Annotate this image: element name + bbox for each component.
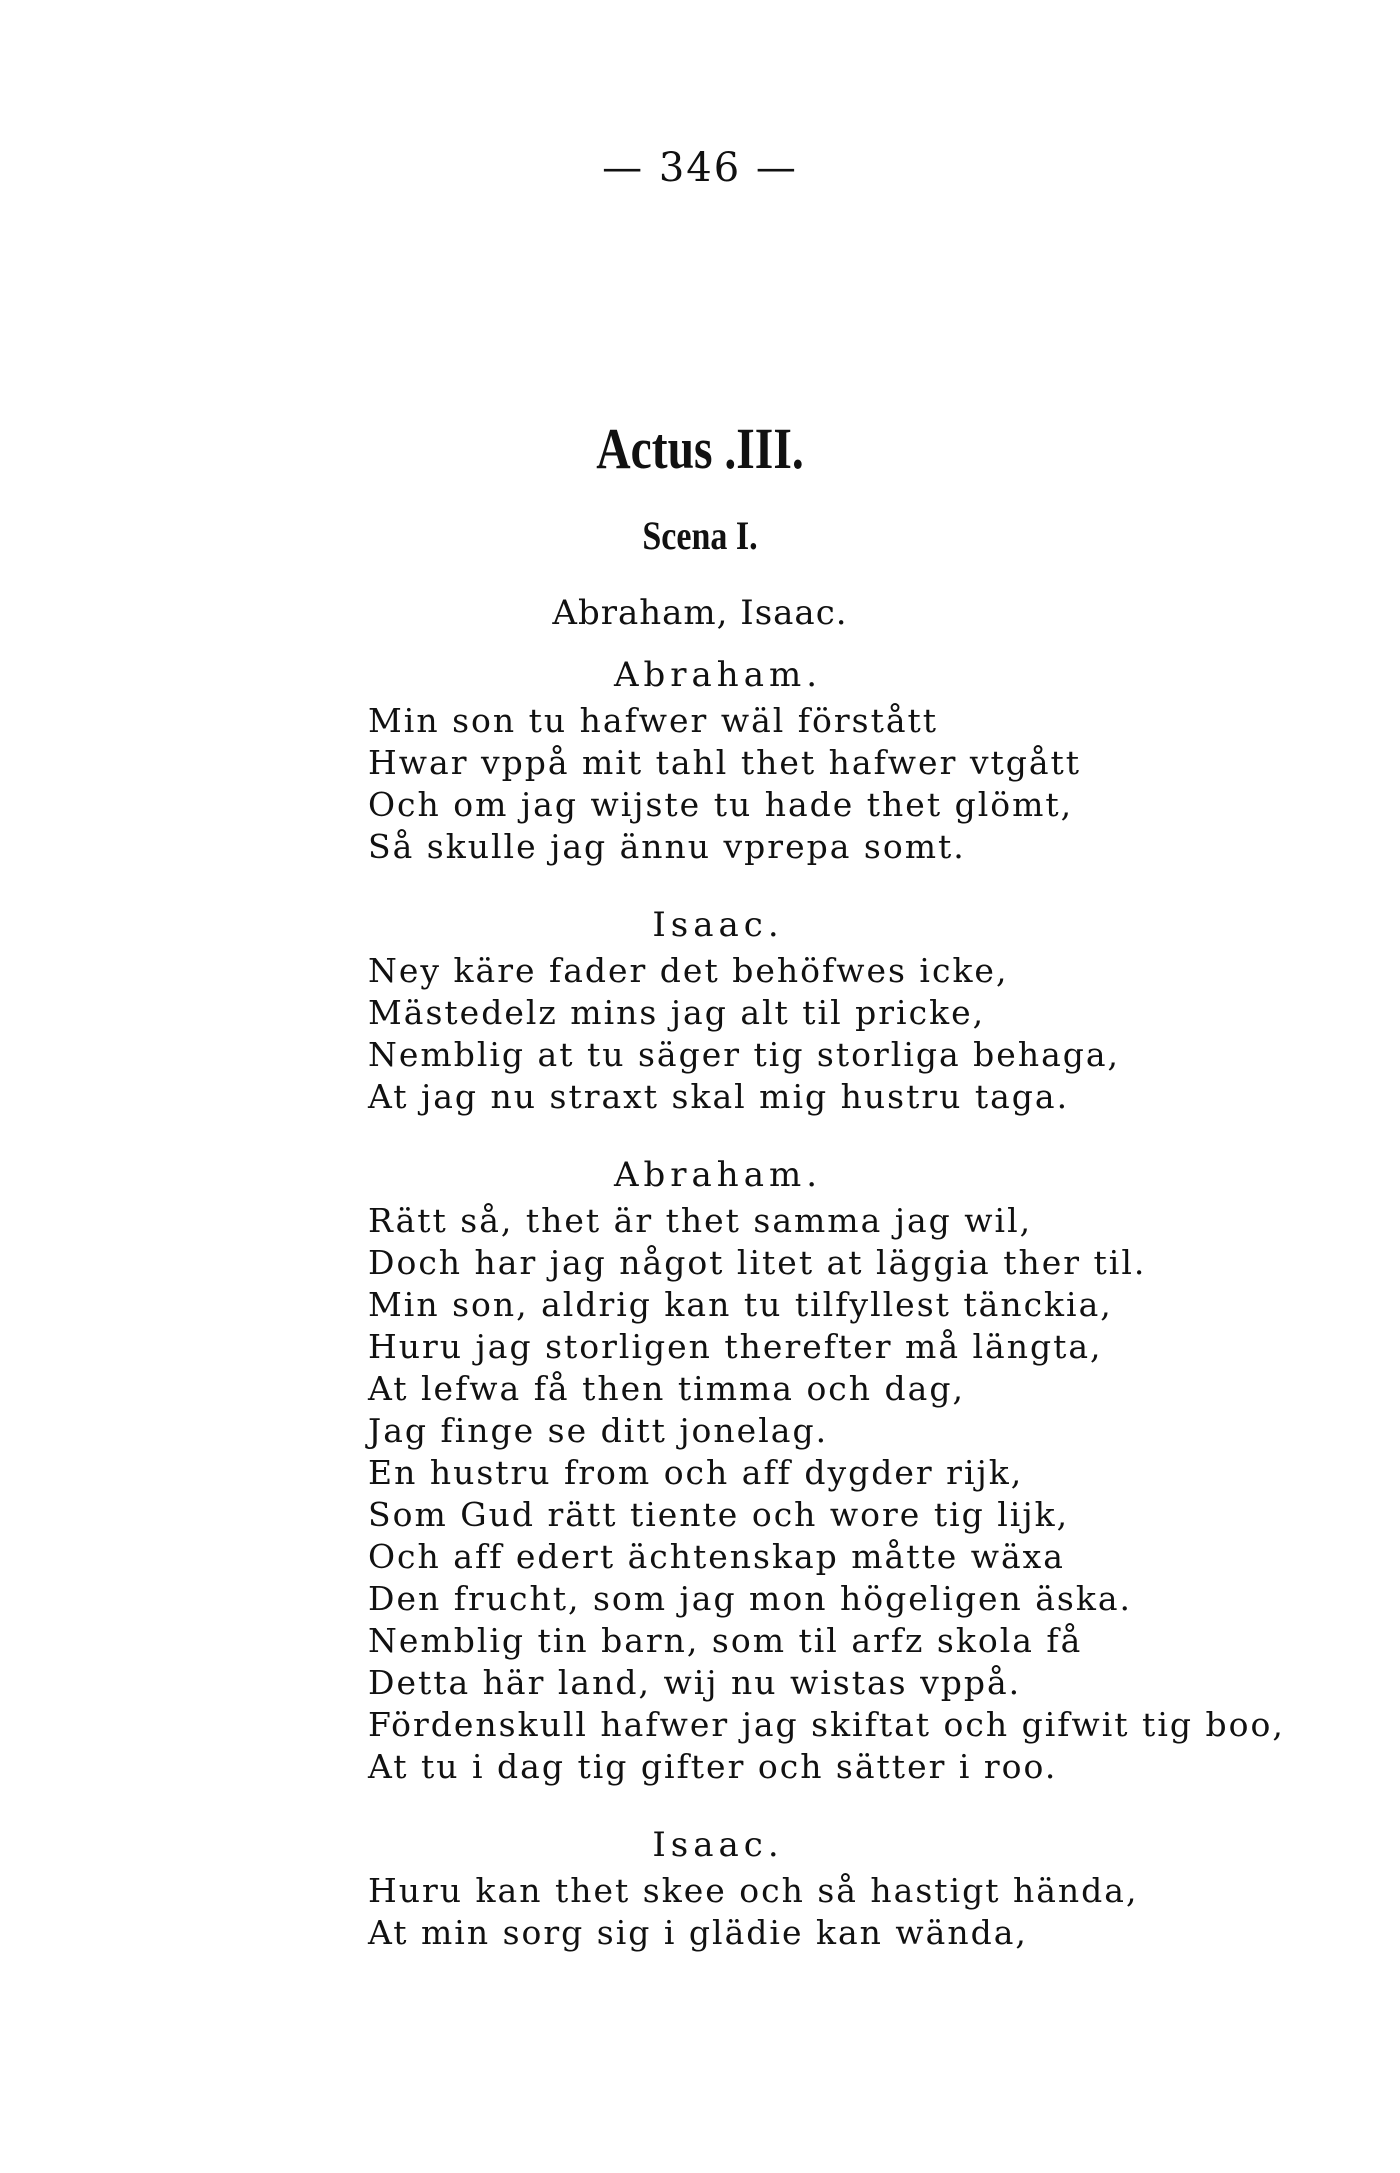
verse-line: Min son, aldrig kan tu tilfyllest tänckia, xyxy=(368,1285,1113,1324)
verse-line: En hustru from och aff dygder rijk, xyxy=(368,1453,1024,1492)
verse-line: Doch har jag något litet at läggia ther til. xyxy=(368,1243,1147,1282)
speaker-name: Isaac. xyxy=(652,1825,784,1865)
character-list: Abraham, Isaac. xyxy=(552,593,848,633)
verse-line: At lefwa få then timma och dag, xyxy=(368,1369,965,1408)
verse-line: Nemblig at tu säger tig storliga behaga, xyxy=(368,1035,1121,1074)
verse-line: At tu i dag tig gifter och sätter i roo. xyxy=(368,1747,1058,1786)
verse-line: Hwar vppå mit tahl thet hafwer vtgått xyxy=(368,743,1082,782)
verse-line: At min sorg sig i glädie kan wända, xyxy=(368,1913,1028,1952)
verse-line: Så skulle jag ännu vprepa somt. xyxy=(368,827,966,866)
speech-isaac-1 xyxy=(368,900,1120,1118)
verse-line: Och aff edert ächtenskap måtte wäxa xyxy=(368,1537,1065,1576)
verse-line: Jag finge se ditt jonelag. xyxy=(368,1411,829,1450)
verse-line: Och om jag wijste tu hade thet glömt, xyxy=(368,785,1074,824)
speech-isaac-2 xyxy=(368,1820,1138,1954)
verse-line: Huru kan thet skee och så hastigt hända, xyxy=(368,1871,1139,1910)
verse-line: Huru jag storligen therefter må längta, xyxy=(368,1327,1103,1366)
verse-line: Fördenskull hafwer jag skiftat och gifwit tig boo, xyxy=(368,1705,1285,1744)
verse-line: Ney käre fader det behöfwes icke, xyxy=(368,951,1009,990)
speech-abraham-1 xyxy=(368,650,1081,868)
verse-line: Nemblig tin barn, som til arfz skola få xyxy=(368,1621,1083,1660)
speaker-name: Isaac. xyxy=(652,905,784,945)
verse-line: At jag nu straxt skal mig hustru taga. xyxy=(368,1077,1070,1116)
verse-line: Som Gud rätt tiente och wore tig lijk, xyxy=(368,1495,1070,1534)
verse-line: Min son tu hafwer wäl förstått xyxy=(368,701,939,740)
speaker-name: Abraham. xyxy=(613,655,823,695)
page-number: — 346 — xyxy=(602,145,798,191)
verse-line: Rätt så, thet är thet samma jag wil, xyxy=(368,1201,1033,1240)
verse-line: Mästedelz mins jag alt til pricke, xyxy=(368,993,986,1032)
scene-title: Scena I. xyxy=(642,513,758,558)
verse-line: Den frucht, som jag mon högeligen äska. xyxy=(368,1579,1133,1618)
verse-line: Detta här land, wij nu wistas vppå. xyxy=(368,1663,1022,1702)
speaker-name: Abraham. xyxy=(613,1155,823,1195)
speech-abraham-2 xyxy=(368,1150,1285,1788)
act-title: Actus .III. xyxy=(596,416,804,481)
